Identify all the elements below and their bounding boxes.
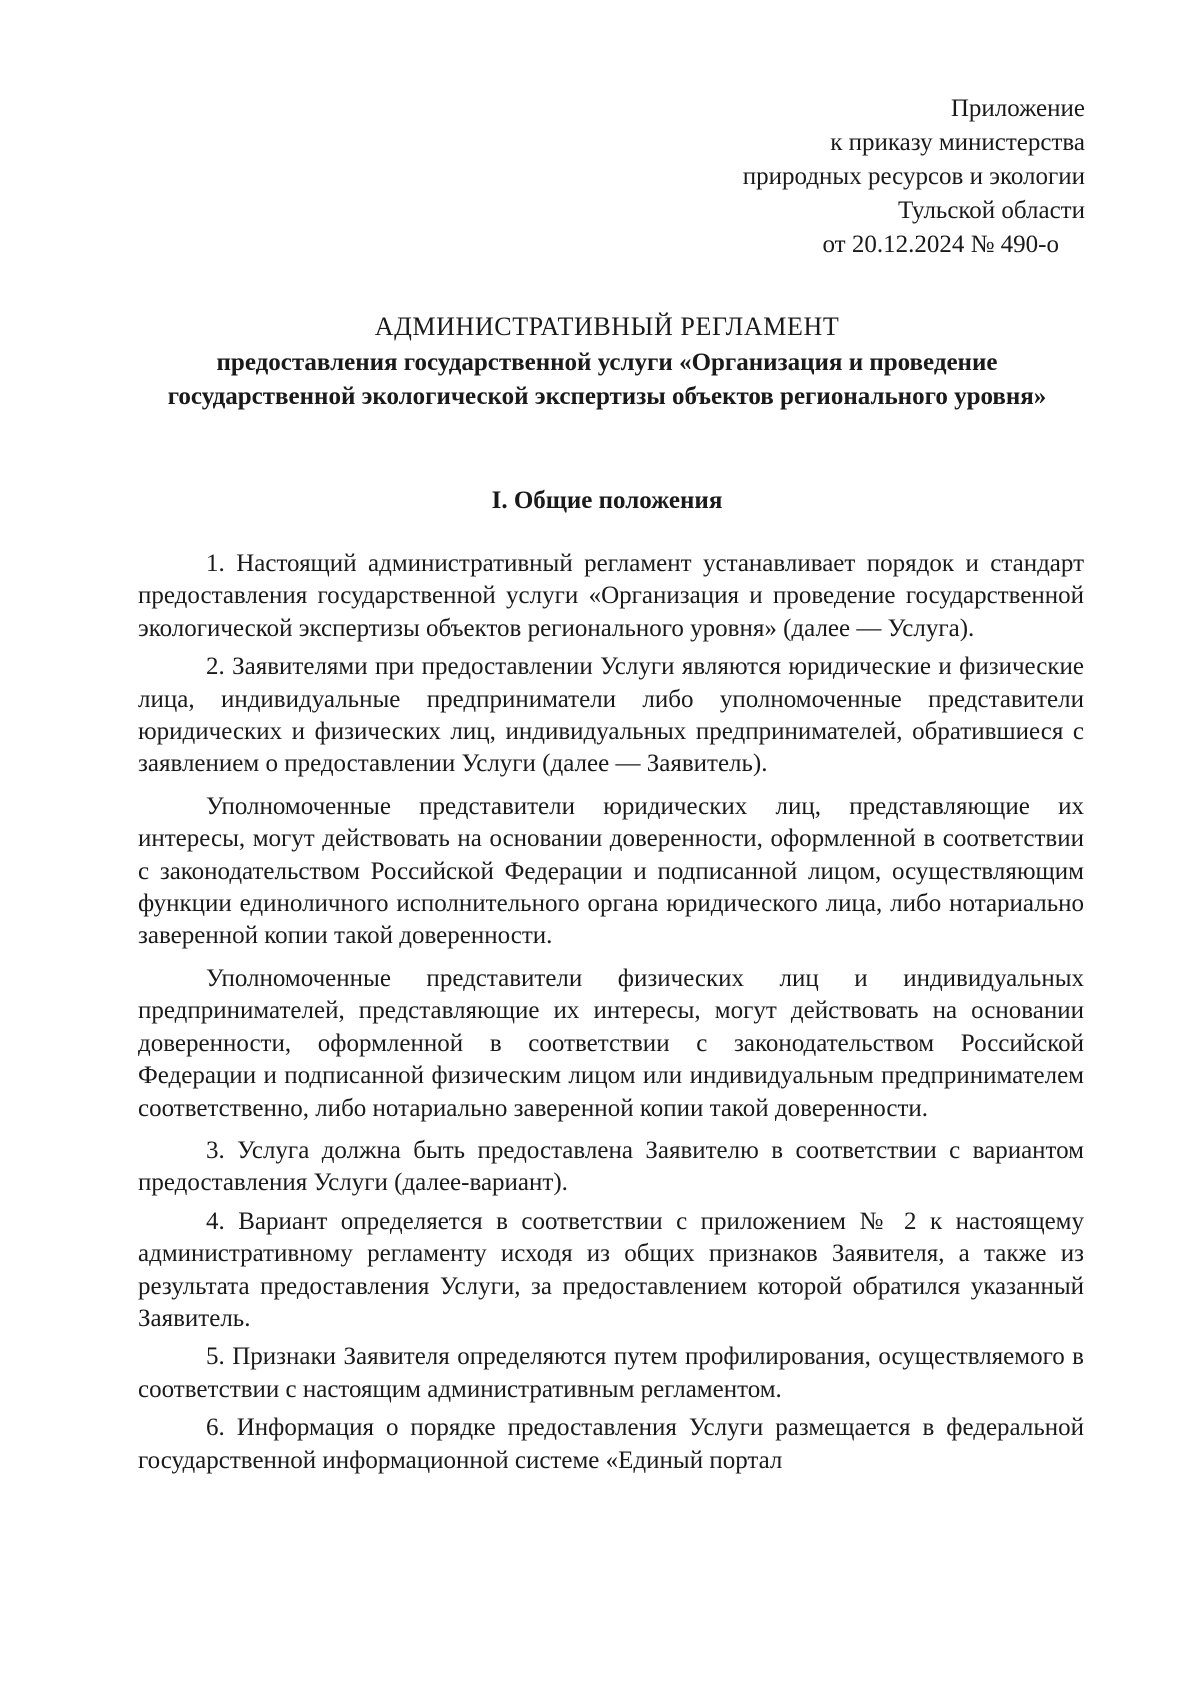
appendix-order-ref: от 20.12.2024 № 490-о: [822, 231, 1059, 258]
paragraph: 4. Вариант определяется в соответствии с приложением № 2 к настоящему административному регламенту исходя из общих признаков Заявителя, а также из результата предоставления Услуги, за предоставлением которой обратился указанный Заявитель.: [138, 1207, 1084, 1332]
paragraph: Уполномоченные представители юридических лиц, представляющие их интересы, могут действовать на основании доверенности, оформленной в соответствии с законодательством Российской Федерации и подписанной лицом, осуществляющим функции единоличного исполнительного органа юридического лица, либо нотариально заверенной копии такой доверенности.: [138, 792, 1084, 950]
appendix-line: Тульской области: [898, 197, 1085, 224]
paragraph: 1. Настоящий административный регламент устанавливает порядок и стандарт предоставления государственной услуги «Организация и проведение государственной экологической экспертизы объектов регионального уровня» (далее — Услуга).: [138, 550, 1084, 642]
appendix-line: к приказу министерства: [830, 129, 1085, 156]
appendix-block: [743, 92, 1085, 262]
appendix-line: природных ресурсов и экологии: [742, 163, 1085, 190]
document-heading: [130, 310, 1084, 414]
section-title: I. Общие положения: [491, 487, 723, 514]
paragraph: Уполномоченные представители физических лиц и индивидуальных предпринимателей, представляющие их интересы, могут действовать на основании доверенности, оформленной в соответствии с законодательством Российской Федерации и подписанной физическим лицом или индивидуальным предпринимателем соответственно, либо нотариально заверенной копии такой доверенности.: [138, 964, 1084, 1122]
paragraph: 6. Информация о порядке предоставления Услуги размещается в федеральной государственной информационной системе «Единый портал: [138, 1414, 1084, 1474]
appendix-line: Приложение: [950, 95, 1085, 122]
document-body: [138, 548, 1084, 1477]
paragraph: 3. Услуга должна быть предоставлена Заявителю в соответствии с вариантом предоставления Услуги (далее-вариант).: [138, 1136, 1084, 1197]
document-type: АДМИНИСТРАТИВНЫЙ РЕГЛАМЕНТ: [374, 312, 840, 341]
paragraph: 5. Признаки Заявителя определяются путем профилирования, осуществляемого в соответствии с настоящим административным регламентом.: [138, 1343, 1084, 1403]
paragraph: 2. Заявителями при предоставлении Услуги являются юридические и физические лица, индивидуальные предприниматели либо уполномоченные представители юридических и физических лиц, индивидуальных предпринимателей, обратившиеся с заявлением о предоставлении Услуги (далее — Заявитель).: [138, 653, 1084, 778]
document-subtitle: предоставления государственной услуги «Организация и проведение государственной экологической экспертизы объектов регионального уровня»: [167, 349, 1047, 410]
